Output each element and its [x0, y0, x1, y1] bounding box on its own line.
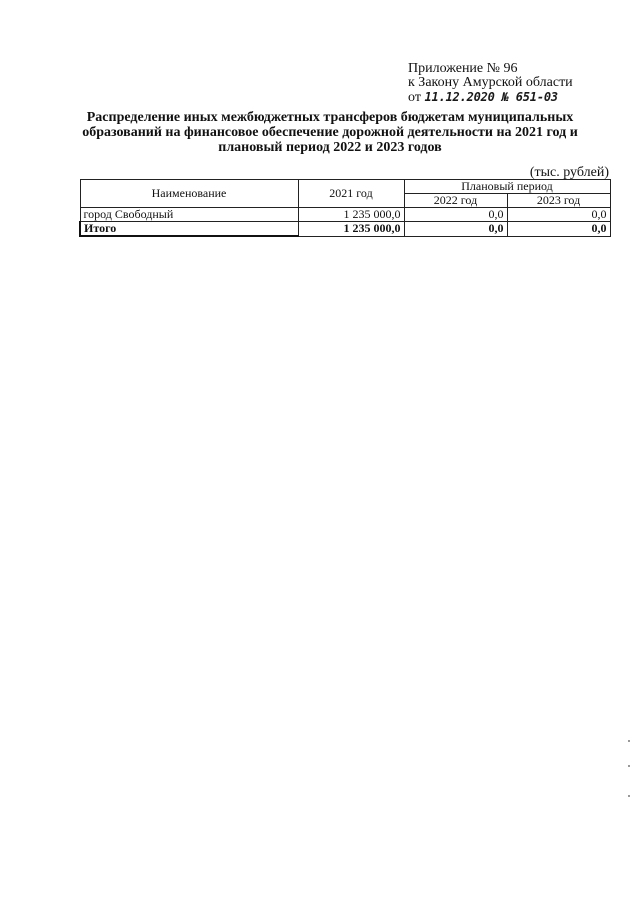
appendix-reference: [408, 62, 608, 105]
header-name: Наименование: [80, 180, 298, 208]
total-value-2023: 0,0: [507, 222, 610, 237]
row-value-2023: 0,0: [507, 208, 610, 222]
header-2021: 2021 год: [298, 180, 404, 208]
scan-speck: [628, 765, 630, 767]
total-value-2021: 1 235 000,0: [298, 222, 404, 237]
scan-speck: [628, 740, 630, 742]
appendix-date-prefix: от: [408, 90, 421, 105]
row-value-2022: 0,0: [404, 208, 507, 222]
total-value-2022: 0,0: [404, 222, 507, 237]
document-title: Распределение иных межбюджетных трансферов бюджетам муниципальных образований на финансовое обеспечение дорожной деятельности на 2021 год и плановый период 2022 и 2023 годов: [82, 110, 578, 155]
appendix-date-line: [408, 90, 608, 105]
appendix-number: Приложение № 96: [408, 61, 518, 76]
table-total-row: [80, 222, 610, 237]
scan-speck: [628, 795, 630, 797]
table-row: [80, 208, 610, 222]
handwritten-date-number: 11.12.2020 № 651-03: [424, 90, 558, 104]
total-name: Итого: [80, 222, 298, 237]
appendix-law: к Закону Амурской области: [408, 75, 573, 90]
header-2023: 2023 год: [507, 194, 610, 208]
header-2022: 2022 год: [404, 194, 507, 208]
units-label: (тыс. рублей): [529, 165, 609, 180]
table-header-row: [80, 180, 610, 194]
transfers-table: [79, 179, 611, 237]
row-value-2021: 1 235 000,0: [298, 208, 404, 222]
row-name: город Свободный: [80, 208, 298, 222]
header-planned-period: Плановый период: [404, 180, 610, 194]
